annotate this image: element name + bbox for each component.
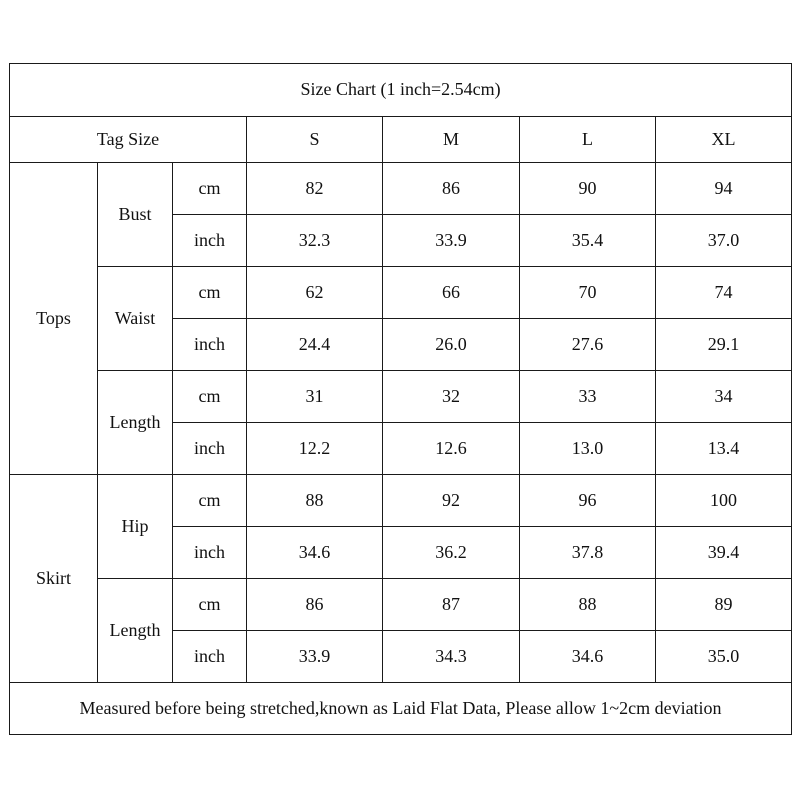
unit-label: inch <box>173 631 247 683</box>
value-cell: 100 <box>656 475 792 527</box>
measurement-label: Length <box>98 371 173 475</box>
value-cell: 62 <box>247 267 383 319</box>
unit-label: inch <box>173 527 247 579</box>
value-cell: 74 <box>656 267 792 319</box>
table-row <box>10 163 792 215</box>
title-row <box>10 64 792 117</box>
table-body <box>10 64 792 735</box>
unit-label: cm <box>173 267 247 319</box>
value-cell: 34.6 <box>247 527 383 579</box>
size-chart-table <box>9 63 792 735</box>
value-cell: 31 <box>247 371 383 423</box>
value-cell: 70 <box>520 267 656 319</box>
value-cell: 32 <box>383 371 520 423</box>
table-row <box>10 579 792 631</box>
value-cell: 92 <box>383 475 520 527</box>
value-cell: 12.2 <box>247 423 383 475</box>
value-cell: 89 <box>656 579 792 631</box>
value-cell: 90 <box>520 163 656 215</box>
group-label: Skirt <box>10 475 98 683</box>
value-cell: 27.6 <box>520 319 656 371</box>
table-row <box>10 267 792 319</box>
value-cell: 94 <box>656 163 792 215</box>
value-cell: 36.2 <box>383 527 520 579</box>
unit-label: inch <box>173 319 247 371</box>
measurement-label: Length <box>98 579 173 683</box>
tag-size-header: Tag Size <box>10 117 247 163</box>
footer-row <box>10 683 792 735</box>
footer-note: Measured before being stretched,known as Laid Flat Data, Please allow 1~2cm deviation <box>10 683 792 735</box>
value-cell: 37.0 <box>656 215 792 267</box>
table-row <box>10 371 792 423</box>
value-cell: 88 <box>247 475 383 527</box>
value-cell: 66 <box>383 267 520 319</box>
value-cell: 35.4 <box>520 215 656 267</box>
value-cell: 12.6 <box>383 423 520 475</box>
value-cell: 86 <box>383 163 520 215</box>
value-cell: 26.0 <box>383 319 520 371</box>
unit-label: cm <box>173 475 247 527</box>
value-cell: 34.3 <box>383 631 520 683</box>
value-cell: 96 <box>520 475 656 527</box>
header-row <box>10 117 792 163</box>
value-cell: 34 <box>656 371 792 423</box>
group-label: Tops <box>10 163 98 475</box>
value-cell: 39.4 <box>656 527 792 579</box>
value-cell: 29.1 <box>656 319 792 371</box>
value-cell: 13.4 <box>656 423 792 475</box>
value-cell: 87 <box>383 579 520 631</box>
table-row <box>10 475 792 527</box>
value-cell: 33.9 <box>247 631 383 683</box>
measurement-label: Hip <box>98 475 173 579</box>
unit-label: inch <box>173 215 247 267</box>
unit-label: inch <box>173 423 247 475</box>
value-cell: 37.8 <box>520 527 656 579</box>
value-cell: 24.4 <box>247 319 383 371</box>
unit-label: cm <box>173 163 247 215</box>
size-header-s: S <box>247 117 383 163</box>
value-cell: 33 <box>520 371 656 423</box>
value-cell: 34.6 <box>520 631 656 683</box>
unit-label: cm <box>173 371 247 423</box>
measurement-label: Waist <box>98 267 173 371</box>
value-cell: 13.0 <box>520 423 656 475</box>
measurement-label: Bust <box>98 163 173 267</box>
value-cell: 32.3 <box>247 215 383 267</box>
chart-title: Size Chart (1 inch=2.54cm) <box>10 64 792 117</box>
value-cell: 82 <box>247 163 383 215</box>
unit-label: cm <box>173 579 247 631</box>
value-cell: 86 <box>247 579 383 631</box>
value-cell: 88 <box>520 579 656 631</box>
value-cell: 35.0 <box>656 631 792 683</box>
size-header-xl: XL <box>656 117 792 163</box>
value-cell: 33.9 <box>383 215 520 267</box>
size-header-m: M <box>383 117 520 163</box>
size-header-l: L <box>520 117 656 163</box>
